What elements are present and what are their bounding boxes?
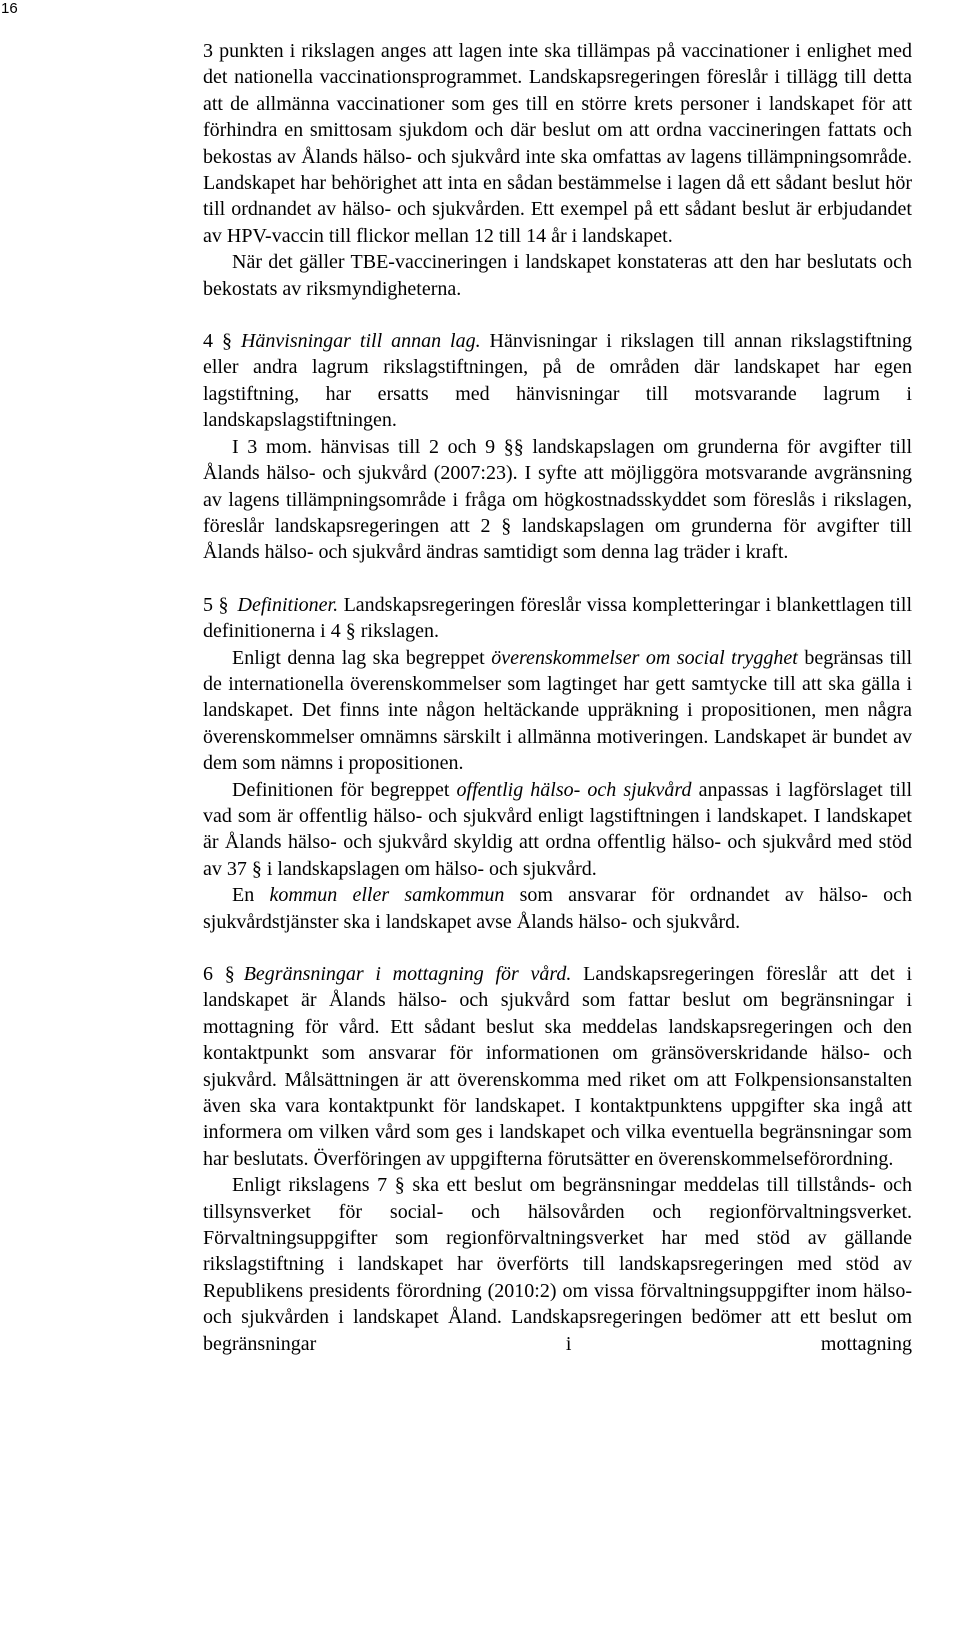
- section-heading: Hänvisningar till annan lag.: [240, 330, 481, 353]
- section-number: 5: [203, 593, 213, 616]
- section-symbol: §: [221, 330, 232, 353]
- section-5-paragraph: [203, 592, 912, 645]
- section-heading: Definitioner.: [237, 593, 339, 616]
- paragraph: [203, 777, 912, 883]
- paragraph: I 3 mom. hänvisas till 2 och 9 §§ landskapslagen om grunderna för avgifter till Ålands hälso- och sjukvård (2007:23). I syfte att möjliggöra motsvarande avgränsning av lagens tillämpningsområde i fråga om högkostnadsskyddet som föreslås i rikslagen, föreslår landskapsregeringen att 2 § landskapslagen om grunderna för avgifter till Ålands hälso- och sjukvård ändras samtidigt som denna lag träder i kraft.: [203, 435, 912, 564]
- section-number: 4: [203, 330, 213, 353]
- section-symbol: §: [224, 963, 235, 985]
- document-body: [203, 38, 912, 1357]
- section-text: Landskapsregeringen föreslår vissa kompletteringar i blankettlagen till definitionerna i 4 § rikslagen.: [203, 593, 913, 643]
- paragraph: När det gäller TBE-vaccineringen i landskapet konstateras att den har beslutats och bekostats av riksmyndigheterna.: [203, 251, 912, 300]
- section-text: Landskapsregeringen föreslår att det i landskapet är Ålands hälso- och sjukvård som fattar beslut om begränsningar i mottagning för vård. Ett sådant beslut ska meddelas landskapsregeringen och den kontaktpunkt som ansvarar för informationen om gränsöverskridande hälso- och sjukvård. Målsättningen är att överenskomma med riket om att Folkpensionsanstalten även ska vara kontaktpunkt för landskapet. I kontaktpunktens uppgifter ska ingå att informera om vilken vård som ges i landskapet och vilka eventuella begränsningar som har beslutats. Överföringen av uppgifterna förutsätter en överenskommelseförordning.: [203, 963, 912, 1170]
- paragraph-text: anpassas i lagförslaget till vad som är offentlig hälso- och sjukvård enligt lagstiftningen i landskapet. I landskapet är Ålands hälso- och sjukvård skyldig att ordna offentlig hälso- och sjukvård med stöd av 37 § i landskapslagen om hälso- och sjukvård.: [203, 778, 913, 880]
- section-text: Hänvisningar i rikslagen till annan rikslagstiftning eller andra lagrum rikslagstiftningen, på de områden där landskapet har egen lagstiftning, har ersatts med hänvisningar till motsvarande lagrum i landskapslagstiftningen.: [203, 330, 912, 432]
- paragraph-text: Definitionen för begreppet: [232, 778, 457, 801]
- page-number: 16: [1, 0, 18, 17]
- paragraph: 3 punkten i rikslagen anges att lagen inte ska tillämpas på vaccinationer i enlighet med det nationella vaccinationsprogrammet. Landskapsregeringen föreslår i tillägg till detta att de allmänna vaccinationer som ges till en större krets personer i landskapet för att förhindra en smittosam sjukdom och där beslut om att ordna vaccineringen fattats och bekostas av Ålands hälso- och sjukvård inte ska omfattas av lagens tillämpningsområde. Landskapet har behörighet att inta en sådan bestämmelse i lagen då ett sådant beslut hör till ordnandet av hälso- och sjukvården. Ett exempel på ett sådant beslut är erbjudandet av HPV-vaccin till flickor mellan 12 till 14 år i landskapet.: [203, 40, 912, 247]
- defined-term: offentlig hälso- och sjukvård: [456, 778, 692, 801]
- section-number: 6: [203, 963, 213, 985]
- paragraph-text: som ansvarar för ordnandet av hälso- och sjukvårdstjänster ska i landskapet avse Ålands hälso- och sjukvård.: [203, 884, 913, 933]
- section-symbol: §: [218, 593, 229, 616]
- paragraph: [203, 882, 912, 935]
- paragraph-text: Enligt denna lag ska begreppet: [232, 646, 492, 669]
- section-heading: Begränsningar i mottagning för vård.: [243, 963, 572, 985]
- section-6-paragraph: [203, 961, 912, 1172]
- paragraph: [203, 645, 912, 777]
- defined-term: överenskommelser om social trygghet: [491, 646, 798, 669]
- paragraph: Enligt rikslagens 7 § ska ett beslut om begränsningar meddelas till tillstånds- och tillsynsverket för social- och hälsovården och regionförvaltningsverket. Förvaltningsuppgifter som regionförvaltningsverket har med stöd av gällande rikslagstiftning i landskapet har överförts till landskapsregeringen med stöd av Republikens presidents förordning (2010:2) om vissa förvaltningsuppgifter inom hälso- och sjukvården i landskapet Åland. Landskapsregeringen bedömer att ett beslut om begränsningar i mottagning: [203, 1174, 912, 1355]
- defined-term: kommun eller samkommun: [269, 884, 505, 907]
- section-4-paragraph: [203, 328, 912, 434]
- paragraph-text: begränsas till de internationella överenskommelser som lagtinget har gett samtycke till att ska gälla i landskapet. Det finns inte någon heltäckande uppräkning i propositionen, men några överenskommelser omnämns särskilt i allmänna motiveringen. Landskapet är bundet av dem som nämns i propositionen.: [203, 646, 912, 775]
- paragraph-text: En: [232, 884, 270, 907]
